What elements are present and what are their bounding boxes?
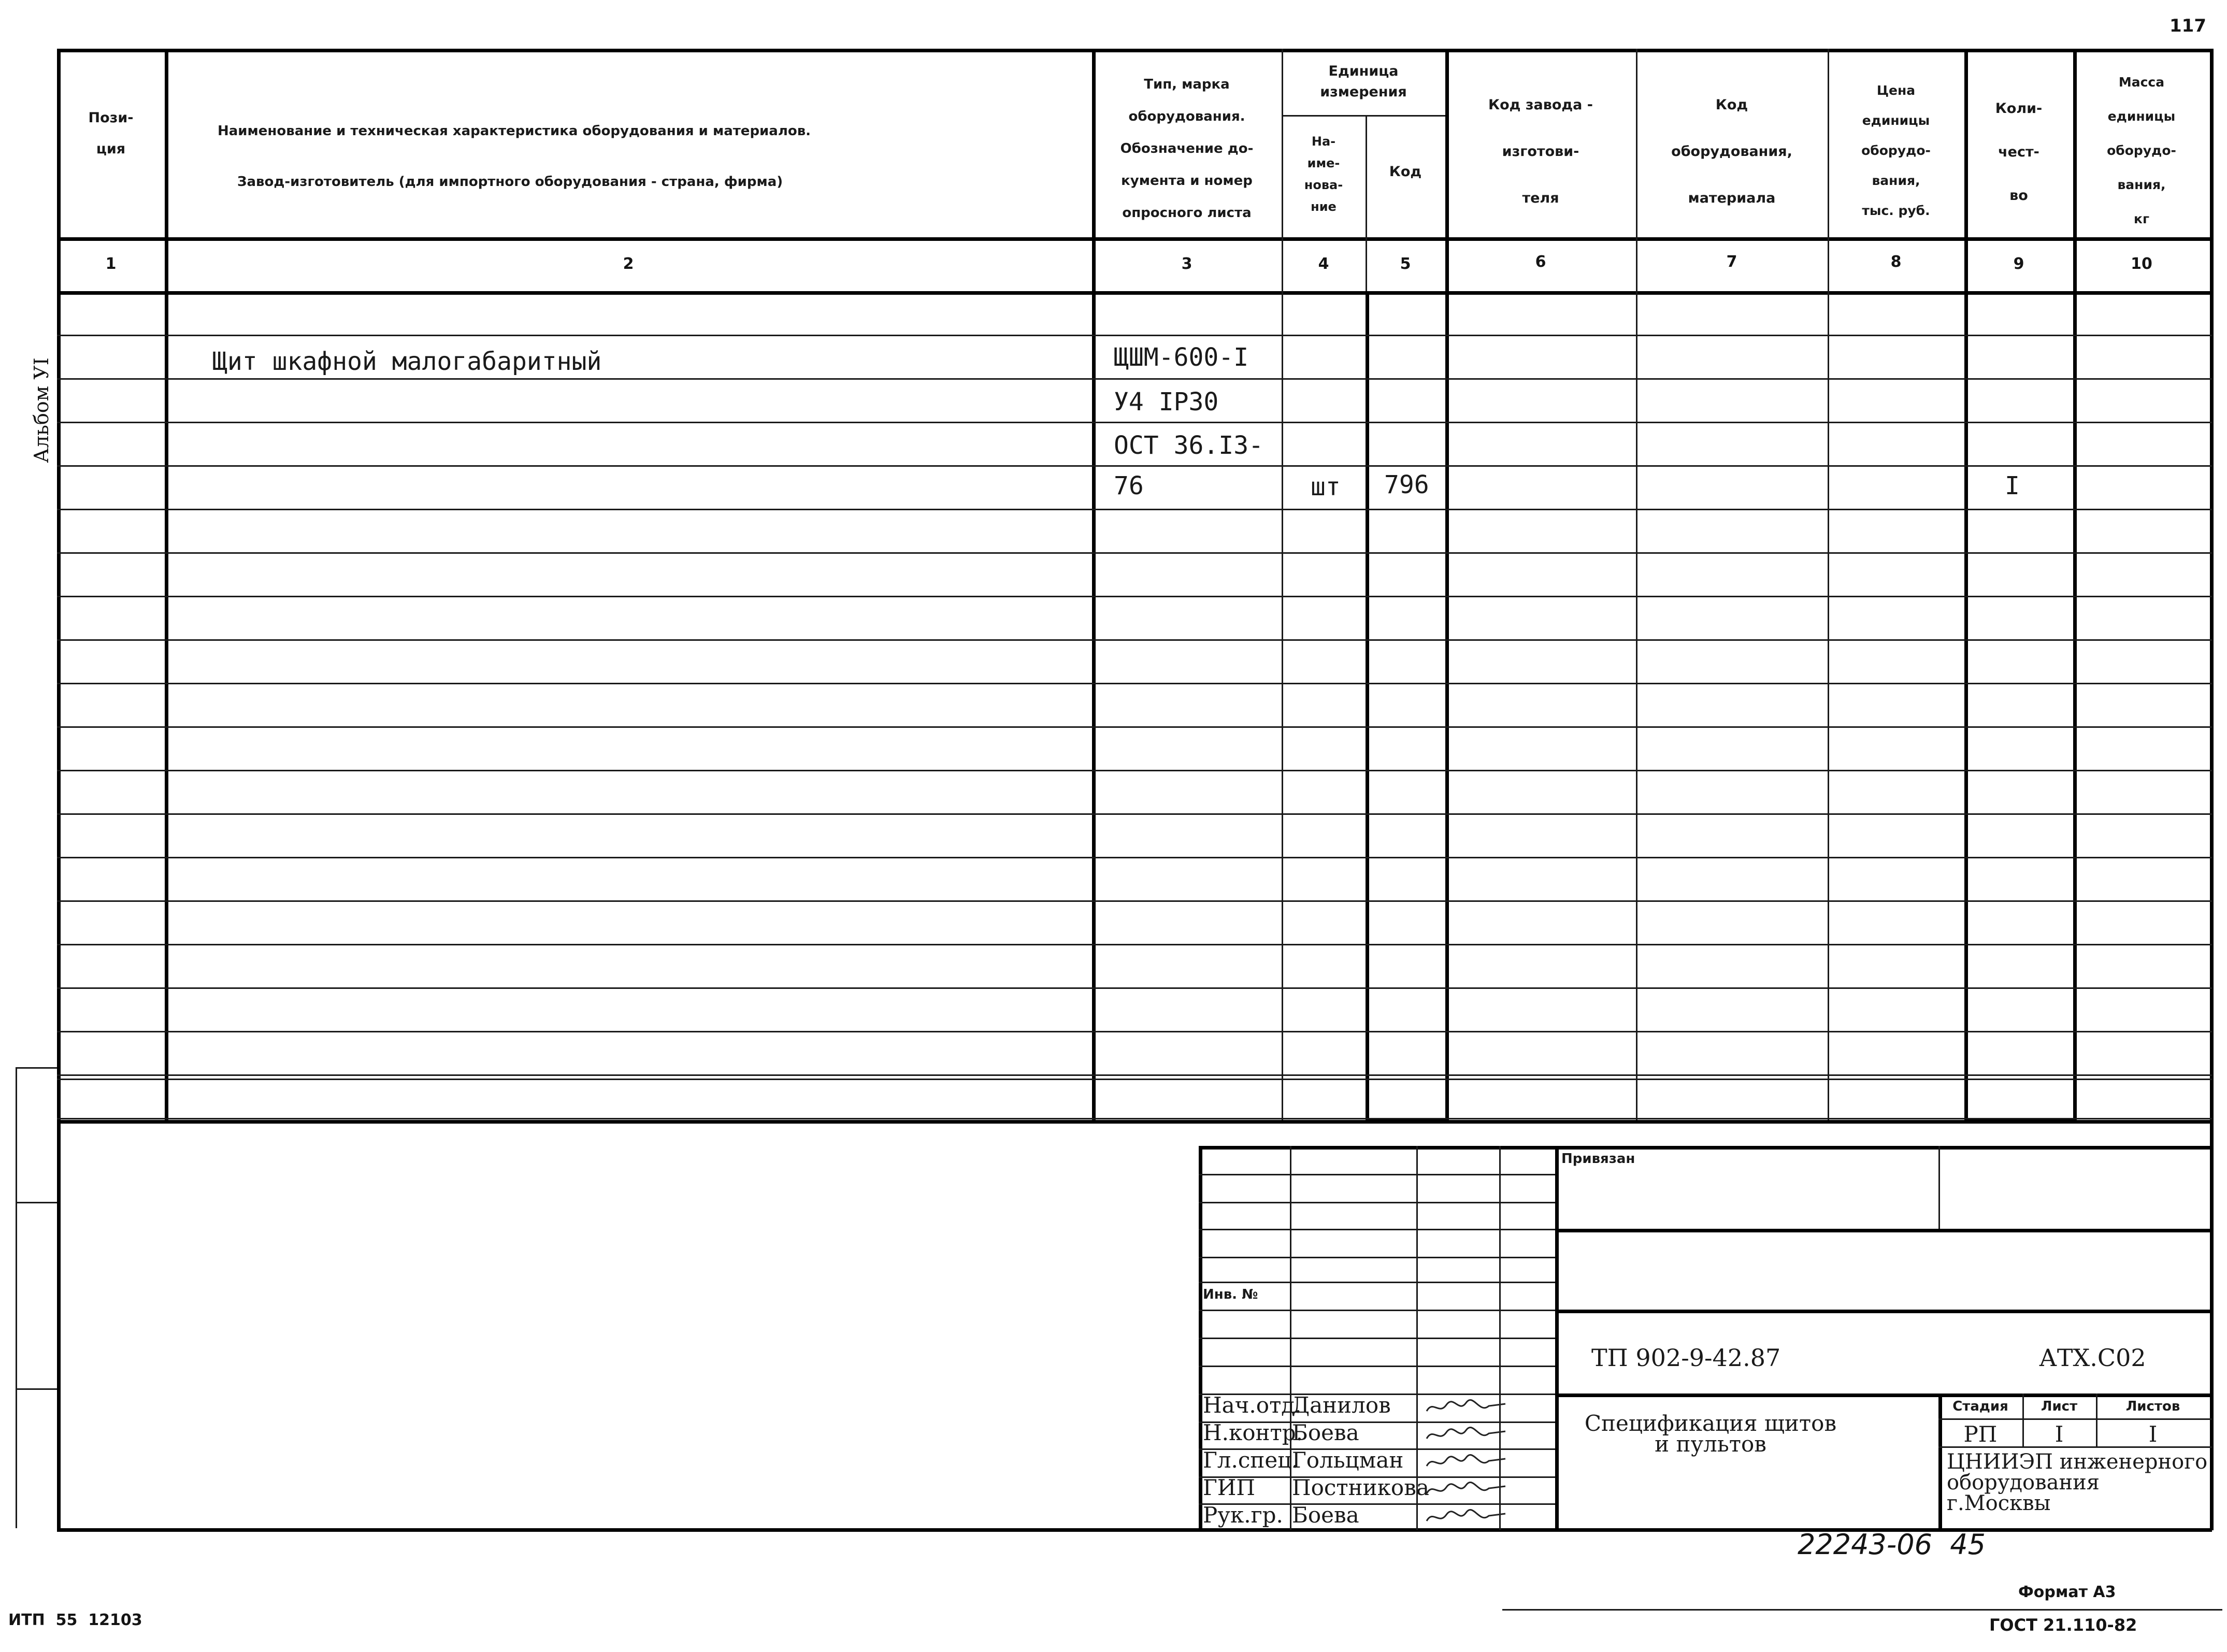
column-number-10: 10	[2131, 255, 2152, 273]
stage-value: РП	[1963, 1421, 1998, 1447]
item-unit: шт	[1311, 472, 1341, 501]
inv-number-label: Инв. №	[1203, 1287, 1258, 1302]
staff-name: Гольцман	[1292, 1447, 1404, 1473]
header-col8: Цена единицы оборудо- вания, тыс. руб.	[1861, 83, 1931, 218]
column-number-6: 6	[1535, 253, 1546, 271]
header-unit-group: Единица измерения	[1320, 63, 1407, 100]
signature-icon	[1423, 1450, 1511, 1472]
printer-mark: ИТП 55 12103	[8, 1611, 142, 1629]
item-type: 76	[1114, 471, 1144, 500]
document-code: АТХ.С02	[2039, 1344, 2146, 1372]
column-number-2: 2	[623, 255, 634, 273]
item-unit-code: 796	[1384, 470, 1429, 499]
column-number-7: 7	[1726, 253, 1737, 271]
format-label: Формат А3	[2018, 1583, 2116, 1601]
item-type: У4 IP30	[1114, 387, 1219, 416]
column-number-8: 8	[1890, 253, 1902, 271]
header-col10: Масса единицы оборудо- вания, кг	[2107, 75, 2176, 226]
staff-name: Боева	[1292, 1420, 1359, 1445]
column-number-1: 1	[105, 255, 117, 273]
sheet-label: Лист	[2041, 1399, 2078, 1414]
document-title: Спецификация щитов и пультов	[1584, 1411, 1837, 1457]
page-number: 117	[2169, 16, 2206, 36]
staff-role: ГИП	[1203, 1475, 1256, 1500]
header-col2: Наименование и техническая характеристика оборудования и материалов. Завод-изготовитель (для импортного оборудования - страна, фирма)	[218, 123, 811, 190]
item-name: Щит шкафной малогабаритный	[212, 347, 602, 376]
column-number-5: 5	[1400, 255, 1411, 273]
item-quantity: I	[2005, 471, 2020, 500]
staff-role: Рук.гр.	[1203, 1502, 1283, 1528]
gost-label: ГОСТ 21.110-82	[1989, 1615, 2137, 1635]
privyazan-label: Привязан	[1561, 1151, 1635, 1167]
header-col7: Код оборудования, материала	[1671, 97, 1792, 206]
document-number: ТП 902-9-42.87	[1591, 1344, 1781, 1372]
stage-label: Стадия	[1952, 1399, 2008, 1414]
header-col3: Тип, марка оборудования. Обозначение до- кумента и номер опросного листа	[1120, 77, 1254, 221]
item-type: ОСТ 36.I3-	[1114, 431, 1263, 460]
sheets-value: I	[2148, 1421, 2158, 1447]
organization: ЦНИИЭП инженерного оборудования г.Москвы	[1947, 1450, 2208, 1515]
column-number-9: 9	[2013, 255, 2024, 273]
signature-icon	[1423, 1423, 1511, 1445]
staff-name: Данилов	[1292, 1392, 1391, 1418]
item-type: ЩШМ-600-I	[1114, 343, 1249, 372]
archive-number: 22243-06 45	[1798, 1528, 1986, 1561]
sheets-label: Листов	[2125, 1399, 2180, 1414]
signature-icon	[1423, 1478, 1511, 1500]
staff-name: Постникова	[1292, 1475, 1429, 1500]
column-number-3: 3	[1181, 255, 1192, 273]
column-number-4: 4	[1318, 255, 1329, 273]
header-col1: Пози- ция	[88, 110, 134, 157]
header-col9: Коли- чест- во	[1995, 100, 2043, 204]
signature-icon	[1423, 1396, 1511, 1417]
header-col6: Код завода - изготови- теля	[1488, 97, 1593, 206]
sheet-value: I	[2054, 1421, 2064, 1447]
header-col4: На- име- нова- ние	[1304, 134, 1343, 214]
header-col5: Код	[1389, 164, 1422, 180]
staff-role: Н.контр.	[1203, 1420, 1303, 1445]
staff-role: Гл.спец.	[1203, 1447, 1299, 1473]
staff-name: Боева	[1292, 1502, 1359, 1528]
signature-icon	[1423, 1505, 1511, 1527]
album-label: Альбом УI	[30, 357, 53, 463]
staff-role: Нач.отд.	[1203, 1392, 1302, 1418]
